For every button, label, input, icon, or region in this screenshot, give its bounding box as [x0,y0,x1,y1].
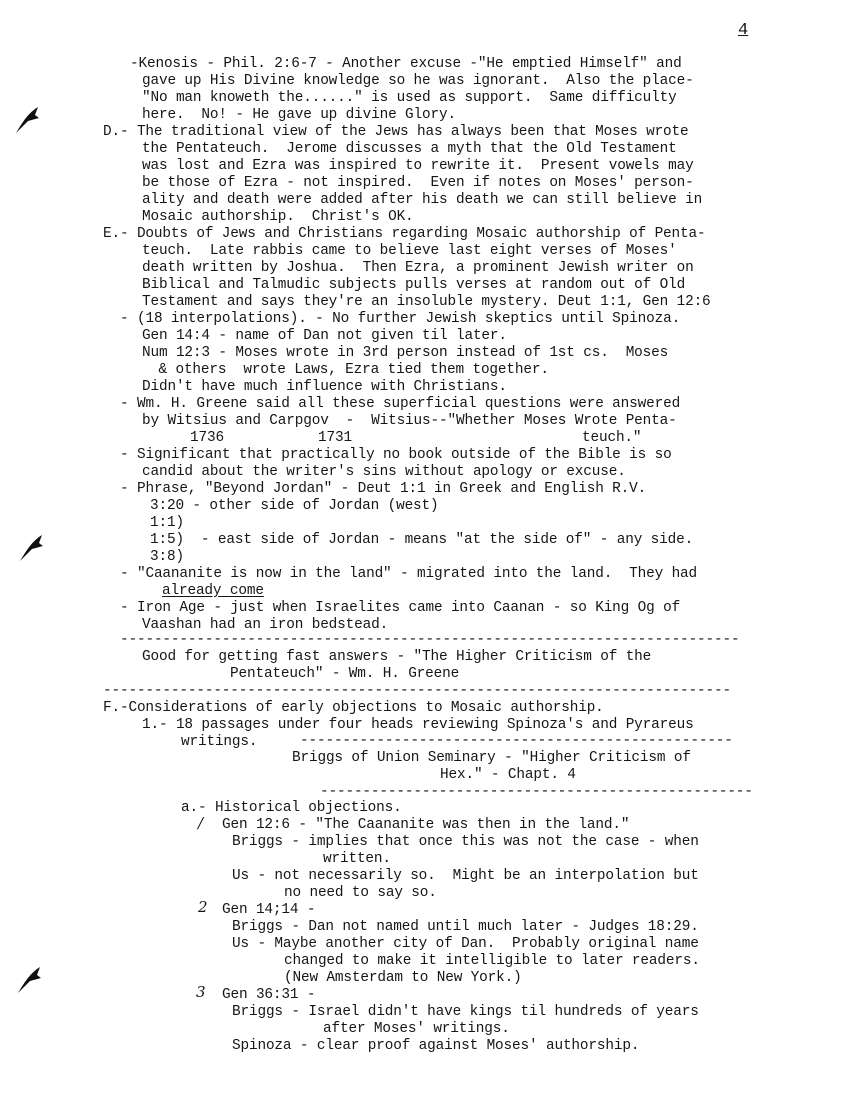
handwritten-number: 2 [198,898,208,916]
text-line: Gen 14;14 - [222,902,316,918]
text-line: Hex." - Chapt. 4 [440,767,576,783]
text-line: - (18 interpolations). - No further Jewish skeptics until Spinoza. [120,311,681,327]
text-line: after Moses' writings. [323,1021,510,1037]
date-annotation: 1736 [190,430,224,446]
underlined-phrase: already come [162,583,264,599]
section-heading-f: F.-Considerations of early objections to Mosaic authorship. [103,700,604,716]
text-line: no need to say so. [284,885,437,901]
text-line: 1.- 18 passages under four heads reviewing Spinoza's and Pyrareus [142,717,694,733]
subheading-a: a.- Historical objections. [181,800,402,816]
text-line: death written by Joshua. Then Ezra, a prominent Jewish writer on [142,260,694,276]
text-line: here. No! - He gave up divine Glory. [142,107,456,123]
text-line: was lost and Ezra was inspired to rewrite it. Present vowels may [142,158,694,174]
text-line: (New Amsterdam to New York.) [284,970,522,986]
text-line: Spinoza - clear proof against Moses' authorship. [232,1038,640,1054]
text-line: - Phrase, "Beyond Jordan" - Deut 1:1 in Greek and English R.V. [120,481,647,497]
text-line: writings. [181,734,258,750]
separator-line: --------------------------------------------------- [320,784,753,800]
text-line: - "Caananite is now in the land" - migrated into the land. They had [120,566,698,582]
text-line: Testament and says they're an insoluble mystery. Deut 1:1, Gen 12:6 [142,294,711,310]
text-line: Didn't have much influence with Christians. [142,379,507,395]
text-line: & others wrote Laws, Ezra tied them together. [150,362,549,378]
date-annotation: 1731 [318,430,352,446]
text-line: Gen 14:4 - name of Dan not given til later. [142,328,507,344]
separator-line: -------------------------------------------------------------------------- [103,683,731,699]
text-line: teuch." [582,430,642,446]
text-line: 1:1) [150,515,184,531]
text-line: by Witsius and Carpgov - Witsius--"Whether Moses Wrote Penta- [142,413,677,429]
text-line: candid about the writer's sins without apology or excuse. [142,464,626,480]
text-line: Briggs - implies that once this was not the case - when [232,834,699,850]
text-line: ality and death were added after his death we can still believe in [142,192,703,208]
text-line: be those of Ezra - not inspired. Even if notes on Moses' person- [142,175,694,191]
text-line: 3:20 - other side of Jordan (west) [150,498,439,514]
handwritten-number: / [198,814,204,832]
margin-mark-icon [18,533,44,563]
section-heading-d: D.- The traditional view of the Jews has always been that Moses wrote [103,124,689,140]
separator-line: ------------------------------------------------------------------------- [120,632,740,648]
text-line: Briggs - Dan not named until much later - Judges 18:29. [232,919,699,935]
text-line: Biblical and Talmudic subjects pulls verses at random out of Old [142,277,686,293]
text-line: teuch. Late rabbis came to believe last eight verses of Moses' [142,243,677,259]
text-line: - Significant that practically no book outside of the Bible is so [120,447,672,463]
text-line: changed to make it intelligible to later readers. [284,953,700,969]
text-line: Briggs of Union Seminary - "Higher Criticism of [292,750,691,766]
text-line: 1:5) - east side of Jordan - means "at the side of" - any side. [150,532,694,548]
text-line: Vaashan had an iron bedstead. [142,617,389,633]
text-line: "No man knoweth the......" is used as support. Same difficulty [142,90,677,106]
text-line: Us - not necessarily so. Might be an interpolation but [232,868,699,884]
section-heading-e: E.- Doubts of Jews and Christians regarding Mosaic authorship of Penta- [103,226,706,242]
separator-line: --------------------------------------------------- [300,733,733,749]
text-line: Mosaic authorship. Christ's OK. [142,209,414,225]
text-line: the Pentateuch. Jerome discusses a myth that the Old Testament [142,141,677,157]
text-line: gave up His Divine knowledge so he was ignorant. Also the place- [142,73,694,89]
text-line: written. [323,851,391,867]
text-line: - Iron Age - just when Israelites came into Caanan - so King Og of [120,600,681,616]
page-number: 4 [738,21,749,40]
text-line: - Wm. H. Greene said all these superficial questions were answered [120,396,681,412]
text-line: -Kenosis - Phil. 2:6-7 - Another excuse -"He emptied Himself" and [130,56,682,72]
text-line: Briggs - Israel didn't have kings til hundreds of years [232,1004,699,1020]
text-line: 3:8) [150,549,184,565]
margin-mark-icon [14,105,40,135]
text-line: Pentateuch" - Wm. H. Greene [230,666,460,682]
text-line: Gen 12:6 - "The Caananite was then in the land." [222,817,630,833]
text-line: Gen 36:31 - [222,987,316,1003]
handwritten-number: 3 [196,983,206,1001]
text-line: Num 12:3 - Moses wrote in 3rd person instead of 1st cs. Moses [142,345,669,361]
text-line: Us - Maybe another city of Dan. Probably original name [232,936,699,952]
text-line: Good for getting fast answers - "The Higher Criticism of the [142,649,652,665]
margin-mark-icon [16,965,42,995]
